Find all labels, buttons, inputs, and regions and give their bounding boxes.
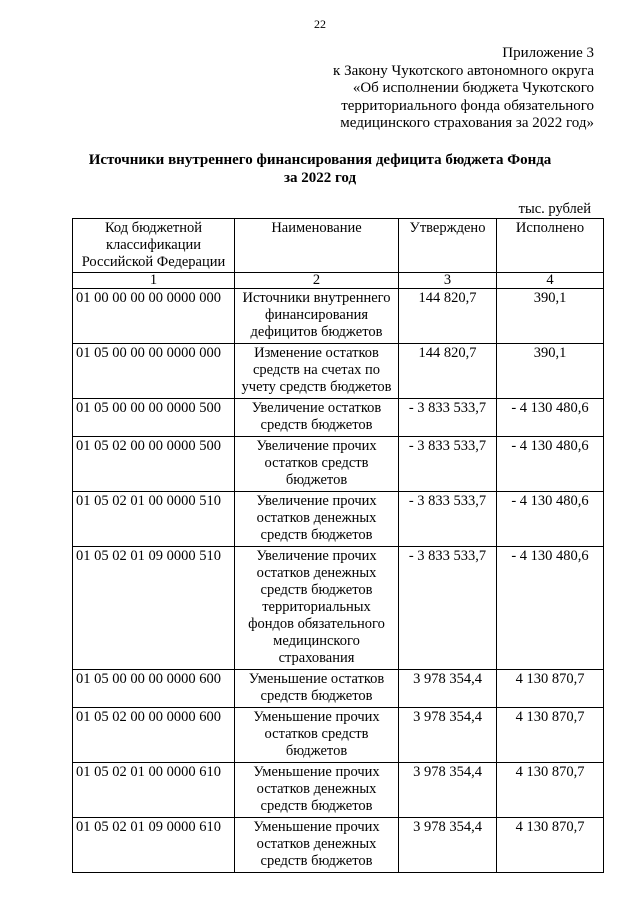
name-cell: Увеличение остатков средств бюджетов (235, 399, 399, 437)
name-cell: Изменение остатков средств на счетах по учету средств бюджетов (235, 344, 399, 399)
table-row (73, 344, 604, 399)
header-name: Наименование (235, 219, 399, 273)
approved-cell: - 3 833 533,7 (399, 492, 497, 547)
approved-cell: 144 820,7 (399, 344, 497, 399)
name-cell: Увеличение прочих остатков денежных средств бюджетов территориальных фондов обязательного медицинского страхования (235, 547, 399, 670)
appendix-line: территориального фонда обязательного (341, 97, 594, 114)
header-code: Код бюджетной классификации Российской Федерации (73, 219, 235, 273)
approved-cell: 3 978 354,4 (399, 818, 497, 873)
table-row (73, 547, 604, 670)
table-row (73, 818, 604, 873)
column-number: 1 (73, 273, 235, 289)
executed-cell: - 4 130 480,6 (497, 437, 604, 492)
approved-cell: 144 820,7 (399, 289, 497, 344)
table-row (73, 708, 604, 763)
approved-cell: 3 978 354,4 (399, 670, 497, 708)
header-executed: Исполнено (497, 219, 604, 273)
code-cell: 01 05 02 01 00 0000 610 (73, 763, 235, 818)
appendix-line: к Закону Чукотского автономного округа (333, 62, 594, 79)
name-cell: Уменьшение прочих остатков денежных средств бюджетов (235, 763, 399, 818)
name-cell: Уменьшение остатков средств бюджетов (235, 670, 399, 708)
approved-cell: 3 978 354,4 (399, 708, 497, 763)
code-cell: 01 05 00 00 00 0000 600 (73, 670, 235, 708)
code-cell: 01 05 02 00 00 0000 600 (73, 708, 235, 763)
table-row (73, 670, 604, 708)
name-cell: Увеличение прочих остатков средств бюджетов (235, 437, 399, 492)
title-line: за 2022 год (283, 170, 357, 186)
appendix-line: Приложение 3 (502, 45, 594, 61)
title-line: Источники внутреннего финансирования дефицита бюджета Фонда (88, 152, 552, 168)
name-cell: Уменьшение прочих остатков денежных средств бюджетов (235, 818, 399, 873)
executed-cell: 4 130 870,7 (497, 818, 604, 873)
executed-cell: - 4 130 480,6 (497, 399, 604, 437)
column-number: 3 (399, 273, 497, 289)
appendix-line: «Об исполнении бюджета Чукотского (352, 80, 594, 96)
executed-cell: - 4 130 480,6 (497, 492, 604, 547)
page-number: 22 (314, 17, 326, 31)
financing-sources-table (72, 218, 604, 873)
name-cell: Уменьшение прочих остатков средств бюджетов (235, 708, 399, 763)
table-row (73, 763, 604, 818)
executed-cell: 4 130 870,7 (497, 708, 604, 763)
executed-cell: 4 130 870,7 (497, 763, 604, 818)
name-cell: Увеличение прочих остатков денежных средств бюджетов (235, 492, 399, 547)
table-row (73, 492, 604, 547)
table-row (73, 437, 604, 492)
approved-cell: - 3 833 533,7 (399, 437, 497, 492)
table-row (73, 399, 604, 437)
approved-cell: 3 978 354,4 (399, 763, 497, 818)
approved-cell: - 3 833 533,7 (399, 547, 497, 670)
executed-cell: 390,1 (497, 344, 604, 399)
code-cell: 01 05 02 01 09 0000 610 (73, 818, 235, 873)
column-number: 2 (235, 273, 399, 289)
header-approved: Утверждено (399, 219, 497, 273)
document-title (0, 151, 640, 187)
code-cell: 01 05 02 00 00 0000 500 (73, 437, 235, 492)
name-cell: Источники внутреннего финансирования дефицитов бюджетов (235, 289, 399, 344)
code-cell: 01 05 02 01 00 0000 510 (73, 492, 235, 547)
code-cell: 01 05 00 00 00 0000 000 (73, 344, 235, 399)
code-cell: 01 00 00 00 00 0000 000 (73, 289, 235, 344)
table-header-row (73, 219, 604, 273)
appendix-line: медицинского страхования за 2022 год» (340, 115, 594, 131)
executed-cell: 4 130 870,7 (497, 670, 604, 708)
appendix-note (264, 45, 594, 133)
column-number-row (73, 273, 604, 289)
table-row (73, 289, 604, 344)
executed-cell: 390,1 (497, 289, 604, 344)
approved-cell: - 3 833 533,7 (399, 399, 497, 437)
column-number: 4 (497, 273, 604, 289)
code-cell: 01 05 00 00 00 0000 500 (73, 399, 235, 437)
units-label: тыс. рублей (518, 201, 591, 217)
executed-cell: - 4 130 480,6 (497, 547, 604, 670)
code-cell: 01 05 02 01 09 0000 510 (73, 547, 235, 670)
